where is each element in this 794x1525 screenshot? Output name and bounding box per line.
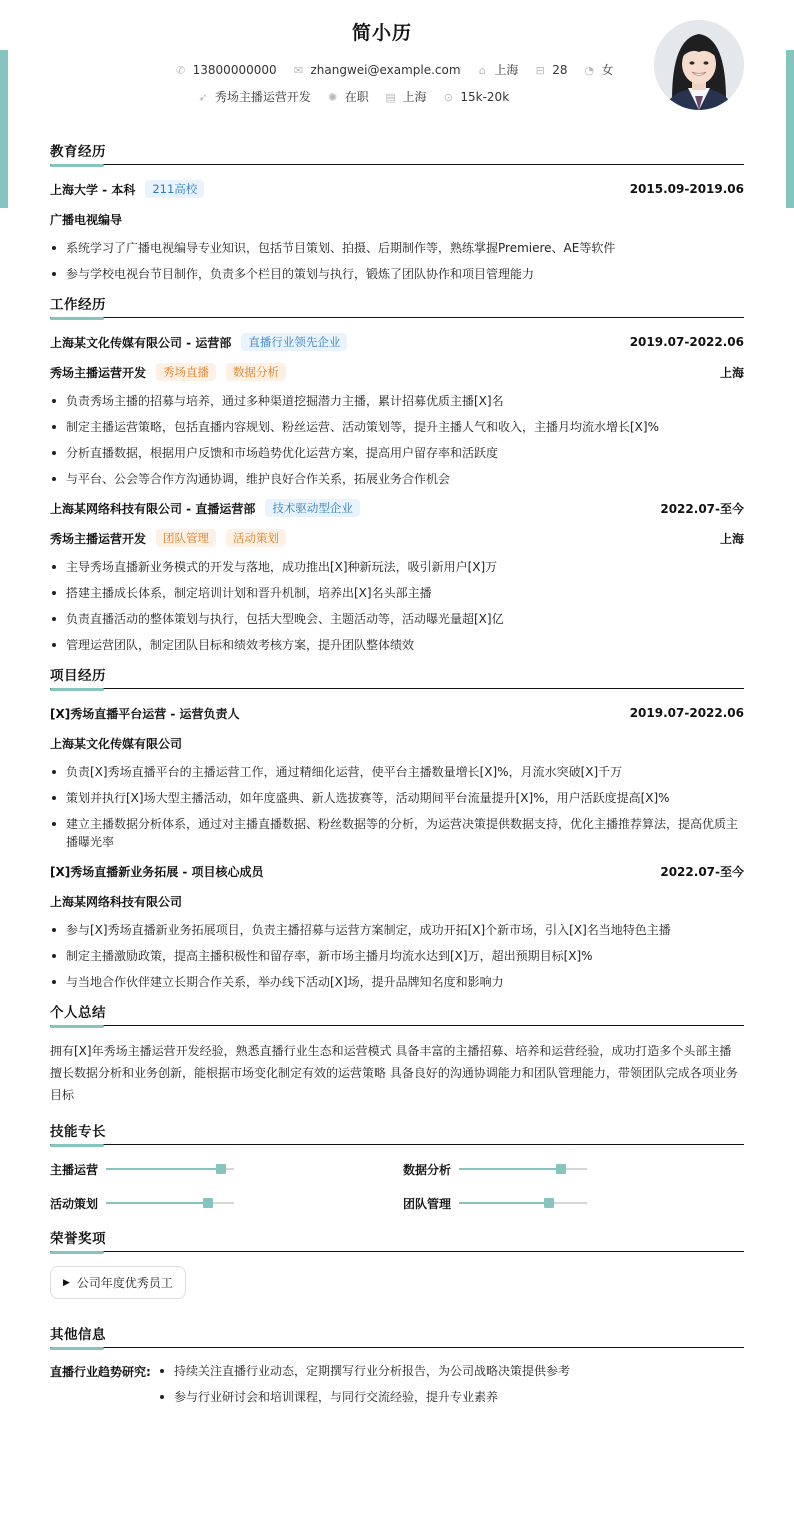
salary-icon: ⊙ <box>443 91 453 104</box>
list-item: 搭建主播成长体系，制定培训计划和晋升机制，培养出[X]名头部主播 <box>50 584 744 602</box>
project-date: 2019.07-2022.06 <box>629 706 744 720</box>
work-location: 上海 <box>719 531 744 546</box>
award-label: 公司年度优秀员工 <box>76 1276 173 1290</box>
contact-age: ⊟ 28 <box>535 63 568 77</box>
school-tag: 211高校 <box>145 180 204 198</box>
other-item <box>50 1362 744 1424</box>
job-intent-row <box>50 88 744 105</box>
work-bullets <box>50 558 744 654</box>
company-name: 上海某网络科技有限公司 - 直播运营部 <box>50 501 256 516</box>
skill-handle <box>203 1198 213 1208</box>
skill-item: 活动策划 <box>50 1193 403 1213</box>
job-status: ✺ 在职 <box>328 90 369 104</box>
skills-section <box>50 1120 744 1213</box>
send-icon: ➶ <box>198 91 208 104</box>
skills-grid <box>50 1159 744 1213</box>
projects-section <box>50 664 744 991</box>
summary-title: 个人总结 <box>50 1001 744 1026</box>
work-bullets <box>50 392 744 488</box>
candidate-name: 简小历 <box>351 22 412 44</box>
list-item: 参与行业研讨会和培训课程，与同行交流经验，提升专业素养 <box>158 1388 570 1406</box>
home-icon: ⌂ <box>478 64 486 77</box>
contact-gender: ◔ 女 <box>584 63 614 77</box>
school-name: 上海大学 - 本科 <box>50 182 136 197</box>
summary-text: 拥有[X]年秀场主播运营开发经验，熟悉直播行业生态和运营模式 具备丰富的主播招募、培养和运营经验，成功打造多个头部主播 擅长数据分析和业务创新，能根据市场变化制定有效的运营策略 具备良好的沟通协调能力和团队管理能力，带领团队完成各项业务目标 <box>50 1044 738 1102</box>
job-city: ▤ 上海 <box>385 90 427 104</box>
awards-section <box>50 1227 744 1313</box>
list-item: 主导秀场直播新业务模式的开发与落地，成功推出[X]种新玩法，吸引新用户[X]万 <box>50 558 744 576</box>
major: 广播电视编导 <box>50 212 123 227</box>
contact-email: ✉ zhangwei@example.com <box>293 63 461 77</box>
list-item: 持续关注直播行业动态，定期撰写行业分析报告，为公司战略决策提供参考 <box>158 1362 570 1380</box>
work-date: 2022.07-至今 <box>660 501 744 516</box>
work-title: 工作经历 <box>50 293 744 318</box>
education-bullets <box>50 239 744 283</box>
list-item: 建立主播数据分析体系，通过对主播直播数据、粉丝数据等的分析，为运营决策提供数据支持，优化主播推荐算法，提高优质主播曝光率 <box>50 815 744 851</box>
list-item: 制定主播运营策略，包括直播内容规划、粉丝运营、活动策划等，提升主播人气和收入，主播月均流水增长[X]% <box>50 418 744 436</box>
skill-bar <box>459 1168 587 1170</box>
building-icon: ▤ <box>385 91 396 104</box>
contact-city: ⌂ 上海 <box>476 61 518 78</box>
skill-item: 主播运营 <box>50 1159 403 1179</box>
avatar <box>654 20 744 110</box>
other-title: 其他信息 <box>50 1323 744 1348</box>
education-section <box>50 140 744 283</box>
summary-section <box>50 1001 744 1106</box>
status-icon: ✺ <box>328 91 338 104</box>
skill-bar <box>106 1202 234 1204</box>
position: 秀场主播运营开发 <box>50 365 147 380</box>
contact-phone: ✆ 13800000000 <box>176 63 277 77</box>
other-label: 直播行业趋势研究: <box>50 1365 151 1379</box>
awards-title: 荣誉奖项 <box>50 1227 744 1252</box>
avatar-photo-icon <box>654 20 744 110</box>
company-name: 上海某文化传媒有限公司 - 运营部 <box>50 335 232 350</box>
work-date: 2019.07-2022.06 <box>629 335 744 349</box>
skill-item: 团队管理 <box>403 1193 744 1213</box>
work-location: 上海 <box>719 365 744 380</box>
skill-tag: 活动策划 <box>226 529 286 547</box>
other-section <box>50 1323 744 1424</box>
skill-tag: 秀场直播 <box>156 363 216 381</box>
work-section <box>50 293 744 654</box>
list-item: 管理运营团队，制定团队目标和绩效考核方案，提升团队整体绩效 <box>50 636 744 654</box>
company-tag: 直播行业领先企业 <box>241 333 347 351</box>
skill-tag: 数据分析 <box>226 363 286 381</box>
list-item: 系统学习了广播电视编导专业知识，包括节目策划、拍摄、后期制作等，熟练掌握Premiere、AE等软件 <box>50 239 744 257</box>
skill-item: 数据分析 <box>403 1159 744 1179</box>
project-org: 上海某文化传媒有限公司 <box>50 736 183 751</box>
phone-icon: ✆ <box>176 64 186 77</box>
project-org: 上海某网络科技有限公司 <box>50 894 183 909</box>
skill-bar <box>106 1168 234 1170</box>
skills-title: 技能专长 <box>50 1120 744 1145</box>
position: 秀场主播运营开发 <box>50 531 147 546</box>
education-date: 2015.09-2019.06 <box>629 182 744 196</box>
list-item: 负责[X]秀场直播平台的主播运营工作，通过精细化运营，使平台主播数量增长[X]%，月流水突破[X]千万 <box>50 763 744 781</box>
project-bullets <box>50 921 744 991</box>
skill-bar <box>459 1202 587 1204</box>
skill-handle <box>544 1198 554 1208</box>
list-item: 制定主播激励政策，提高主播积极性和留存率，新市场主播月均流水达到[X]万，超出预期目标[X]% <box>50 947 744 965</box>
award-item[interactable] <box>50 1266 186 1299</box>
list-item: 策划并执行[X]场大型主播活动，如年度盛典、新人选拔赛等，活动期间平台流量提升[X]%，用户活跃度提高[X]% <box>50 789 744 807</box>
project-bullets <box>50 763 744 851</box>
list-item: 分析直播数据，根据用户反馈和市场趋势优化运营方案，提高用户留存率和活跃度 <box>50 444 744 462</box>
project-item <box>50 861 744 991</box>
education-item <box>50 179 744 283</box>
resume-header <box>50 0 744 130</box>
other-bullets <box>158 1362 570 1414</box>
job-salary: ⊙ 15k-20k <box>443 90 510 104</box>
email-icon: ✉ <box>293 64 304 77</box>
project-date: 2022.07-至今 <box>660 864 744 879</box>
list-item: 负责秀场主播的招募与培养，通过多种渠道挖掘潜力主播，累计招募优质主播[X]名 <box>50 392 744 410</box>
list-item: 参与[X]秀场直播新业务拓展项目，负责主播招募与运营方案制定，成功开拓[X]个新市场，引入[X]名当地特色主播 <box>50 921 744 939</box>
triangle-right-icon: ▶ <box>63 1277 70 1288</box>
project-item <box>50 703 744 851</box>
skill-handle <box>216 1164 226 1174</box>
list-item: 与当地合作伙伴建立长期合作关系，举办线下活动[X]场，提升品牌知名度和影响力 <box>50 973 744 991</box>
project-name: [X]秀场直播平台运营 - 运营负责人 <box>50 706 240 721</box>
list-item: 与平台、公会等合作方沟通协调，维护良好合作关系，拓展业务合作机会 <box>50 470 744 488</box>
list-item: 负责直播活动的整体策划与执行，包括大型晚会、主题活动等，活动曝光量超[X]亿 <box>50 610 744 628</box>
work-item <box>50 332 744 488</box>
education-title: 教育经历 <box>50 140 744 165</box>
company-tag: 技术驱动型企业 <box>265 499 360 517</box>
gender-icon: ◔ <box>584 64 595 77</box>
project-name: [X]秀场直播新业务拓展 - 项目核心成员 <box>50 864 264 879</box>
projects-title: 项目经历 <box>50 664 744 689</box>
list-item: 参与学校电视台节目制作，负责多个栏目的策划与执行，锻炼了团队协作和项目管理能力 <box>50 265 744 283</box>
skill-handle <box>556 1164 566 1174</box>
contact-row <box>50 61 744 78</box>
job-target: ➶ 秀场主播运营开发 <box>198 90 311 104</box>
age-icon: ⊟ <box>535 64 545 77</box>
skill-tag: 团队管理 <box>156 529 216 547</box>
work-item <box>50 498 744 654</box>
